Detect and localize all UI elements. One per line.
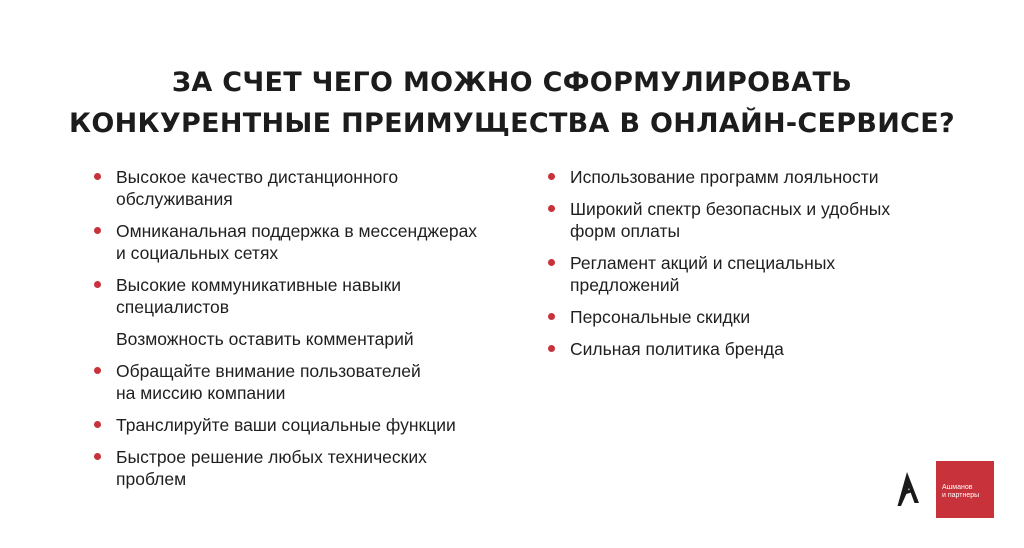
right-column-list	[546, 166, 946, 370]
bullet-item	[92, 274, 522, 318]
brand-name-line-2: и партнеры	[942, 492, 980, 499]
left-column-list	[92, 166, 522, 500]
bullet-item	[546, 306, 946, 328]
bullet-item	[92, 220, 522, 264]
bullet-dot-icon	[94, 227, 101, 234]
slide-title-line-2: КОНКУРЕНТНЫЕ ПРЕИМУЩЕСТВА В ОНЛАЙН-СЕРВИСЕ?	[69, 108, 955, 140]
bullet-item-text-line: форм оплаты	[570, 221, 681, 241]
bullet-dot-icon	[548, 173, 555, 180]
bullet-dot-icon	[94, 281, 101, 288]
bullet-item-text-line: Омниканальная поддержка в мессенджерах	[116, 221, 478, 241]
bullet-dot-icon	[548, 259, 555, 266]
bullet-item-text-line: Широкий спектр безопасных и удобных	[570, 199, 891, 219]
bullet-item	[546, 198, 946, 242]
bullet-dot-icon	[94, 453, 101, 460]
bullet-item	[92, 446, 522, 490]
bullet-item	[546, 166, 946, 188]
brand-badge	[936, 461, 994, 518]
bullet-item	[546, 338, 946, 360]
bullet-item-text-line: обслуживания	[116, 189, 233, 209]
bullet-item-text-line: проблем	[116, 469, 187, 489]
bullet-item-text-line: Высокие коммуникативные навыки	[116, 275, 402, 295]
bullet-item-text-line: Высокое качество дистанционного	[116, 167, 399, 187]
bullet-item-text-line: на миссию компании	[116, 383, 286, 403]
bullet-item	[92, 328, 522, 350]
bullet-item	[92, 166, 522, 210]
bullet-dot-icon	[548, 205, 555, 212]
bullet-item	[546, 252, 946, 296]
ashmanov-logo-icon	[896, 470, 922, 508]
bullet-item-text-line: предложений	[570, 275, 680, 295]
bullet-item-text-line: и социальных сетях	[116, 243, 279, 263]
bullet-item	[92, 360, 522, 404]
bullet-item-text-line: Транслируйте ваши социальные функции	[116, 415, 456, 435]
brand-name-line-1: Ашманов	[942, 484, 973, 491]
bullet-dot-icon	[548, 345, 555, 352]
bullet-dot-icon	[94, 367, 101, 374]
bullet-dot-icon	[548, 313, 555, 320]
slide-title-line-1: ЗА СЧЕТ ЧЕГО МОЖНО СФОРМУЛИРОВАТЬ	[171, 67, 853, 99]
bullet-item-text-line: Регламент акций и специальных	[570, 253, 836, 273]
bullet-item-text-line: Использование программ лояльности	[570, 167, 879, 187]
bullet-item-text-line: Персональные скидки	[570, 307, 751, 327]
slide-title	[0, 62, 1024, 144]
bullet-item-text-line: Обращайте внимание пользователей	[116, 361, 421, 381]
bullet-dot-icon	[94, 421, 101, 428]
bullet-item-text-line: специалистов	[116, 297, 230, 317]
bullet-item-text-line: Возможность оставить комментарий	[116, 329, 414, 349]
bullet-item	[92, 414, 522, 436]
brand-name	[942, 484, 992, 500]
bullet-item-text-line: Сильная политика бренда	[570, 339, 784, 359]
bullet-item-text-line: Быстрое решение любых технических	[116, 447, 427, 467]
bullet-dot-icon	[94, 173, 101, 180]
